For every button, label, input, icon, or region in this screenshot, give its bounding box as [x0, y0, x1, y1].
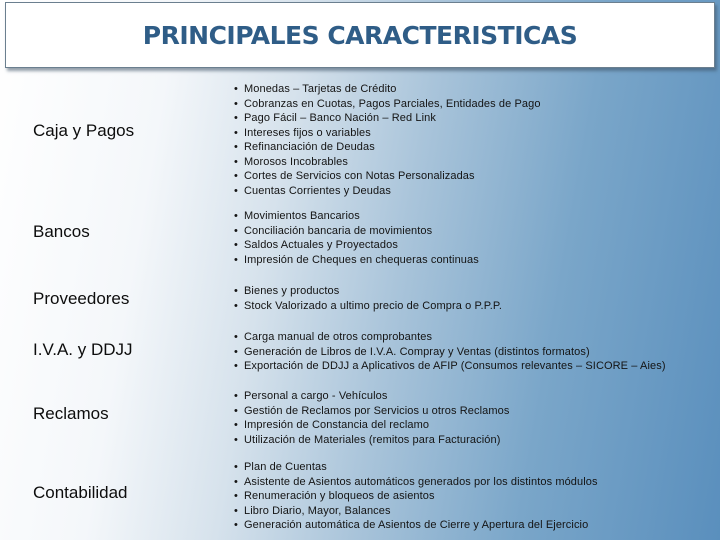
list-item: • Cortes de Servicios con Notas Personalizadas	[234, 169, 541, 184]
bullet-list-reclamos	[234, 389, 509, 447]
list-item: • Impresión de Constancia del reclamo	[234, 418, 509, 433]
list-item: • Intereses fijos o variables	[234, 126, 541, 141]
list-item: • Personal a cargo - Vehículos	[234, 389, 509, 404]
section-label-reclamos: Reclamos	[33, 404, 109, 423]
list-item: • Exportación de DDJJ a Aplicativos de AFIP (Consumos relevantes – SICORE – Aies)	[234, 359, 666, 374]
list-item: • Stock Valorizado a ultimo precio de Compra o P.P.P.	[234, 299, 502, 314]
list-item: • Plan de Cuentas	[234, 460, 598, 475]
list-item: • Movimientos Bancarios	[234, 209, 479, 224]
list-item: • Bienes y productos	[234, 284, 502, 299]
list-item: • Generación de Libros de I.V.A. Compray y Ventas (distintos formatos)	[234, 345, 666, 360]
title-glow	[133, 17, 587, 54]
bullet-list-bancos	[234, 209, 479, 267]
section-label-bancos: Bancos	[33, 222, 90, 241]
section-label-caja-y-pagos: Caja y Pagos	[33, 121, 135, 140]
list-item: • Refinanciación de Deudas	[234, 140, 541, 155]
list-item: • Pago Fácil – Banco Nación – Red Link	[234, 111, 541, 126]
list-item: • Libro Diario, Mayor, Balances	[234, 504, 598, 519]
title-banner	[5, 2, 715, 68]
list-item: • Carga manual de otros comprobantes	[234, 330, 666, 345]
list-item: • Monedas – Tarjetas de Crédito	[234, 82, 541, 97]
section-label-contabilidad: Contabilidad	[33, 483, 128, 502]
bullet-list-proveedores	[234, 284, 502, 313]
list-item: • Gestión de Reclamos por Servicios u otros Reclamos	[234, 404, 509, 419]
list-item: • Conciliación bancaria de movimientos	[234, 224, 479, 239]
bullet-list-caja-y-pagos	[234, 82, 541, 198]
list-item: • Morosos Incobrables	[234, 155, 541, 170]
section-label-iva-ddjj: I.V.A. y DDJJ	[33, 340, 133, 359]
list-item: • Saldos Actuales y Proyectados	[234, 238, 479, 253]
list-item: • Generación automática de Asientos de Cierre y Apertura del Ejercicio	[234, 518, 598, 533]
list-item: • Impresión de Cheques en chequeras continuas	[234, 253, 479, 268]
list-item: • Asistente de Asientos automáticos generados por los distintos módulos	[234, 475, 598, 490]
bullet-list-iva-ddjj	[234, 330, 666, 374]
list-item: • Cobranzas en Cuotas, Pagos Parciales, Entidades de Pago	[234, 97, 541, 112]
list-item: • Utilización de Materiales (remitos para Facturación)	[234, 433, 509, 448]
section-label-proveedores: Proveedores	[33, 289, 130, 308]
list-item: • Renumeración y bloqueos de asientos	[234, 489, 598, 504]
bullet-list-contabilidad	[234, 460, 598, 533]
list-item: • Cuentas Corrientes y Deudas	[234, 184, 541, 199]
slide-title: PRINCIPALES CARACTERISTICAS	[142, 20, 578, 50]
